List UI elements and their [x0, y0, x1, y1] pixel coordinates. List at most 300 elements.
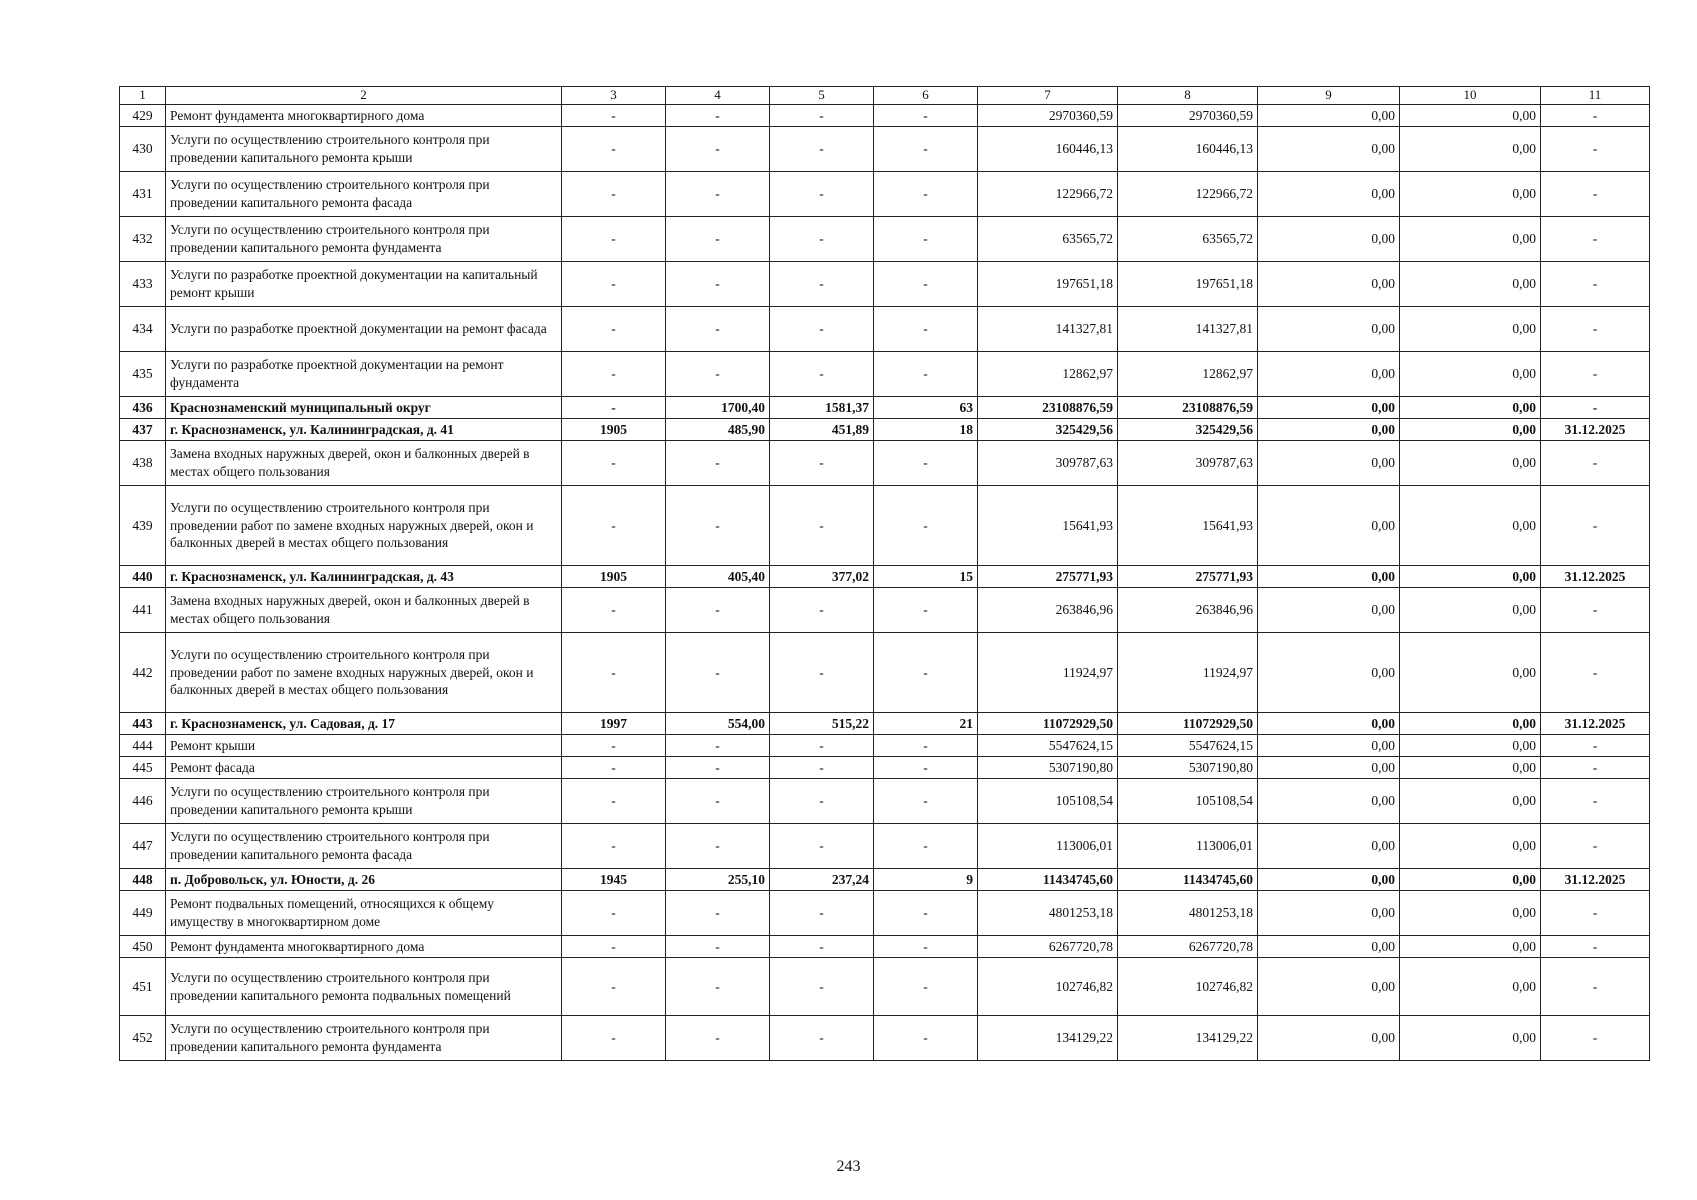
col-name: Краснознаменский муниципальный округ — [166, 397, 562, 419]
col-residents: - — [874, 824, 978, 869]
col-cost-budget: 0,00 — [1258, 127, 1400, 172]
col-num: 431 — [120, 172, 166, 217]
col-area-living: 237,24 — [770, 869, 874, 891]
col-year: - — [562, 735, 666, 757]
col-area-total: - — [666, 1016, 770, 1061]
col-deadline: 31.12.2025 — [1541, 713, 1650, 735]
col-area-total: - — [666, 891, 770, 936]
col-cost-fund: 122966,72 — [1118, 172, 1258, 217]
col-area-living: - — [770, 262, 874, 307]
data-table — [119, 86, 1650, 1061]
table-row — [120, 713, 1650, 735]
col-cost-owners: 0,00 — [1400, 172, 1541, 217]
table-row — [120, 105, 1650, 127]
col-cost-budget: 0,00 — [1258, 441, 1400, 486]
col-area-total: 485,90 — [666, 419, 770, 441]
col-area-living: 1581,37 — [770, 397, 874, 419]
col-area-total: - — [666, 105, 770, 127]
col-area-total: - — [666, 757, 770, 779]
col-area-living: - — [770, 172, 874, 217]
col-cost-fund: 102746,82 — [1118, 958, 1258, 1016]
col-residents: - — [874, 441, 978, 486]
col-cost-budget: 0,00 — [1258, 588, 1400, 633]
col-num: 452 — [120, 1016, 166, 1061]
col-cost-fund: 2970360,59 — [1118, 105, 1258, 127]
col-cost-fund: 134129,22 — [1118, 1016, 1258, 1061]
col-year: - — [562, 105, 666, 127]
col-num: 443 — [120, 713, 166, 735]
col-name: Ремонт фундамента многоквартирного дома — [166, 936, 562, 958]
col-year: - — [562, 397, 666, 419]
col-cost-total: 197651,18 — [978, 262, 1118, 307]
col-area-total: 554,00 — [666, 713, 770, 735]
col-residents: - — [874, 588, 978, 633]
col-cost-total: 102746,82 — [978, 958, 1118, 1016]
col-cost-owners: 0,00 — [1400, 824, 1541, 869]
col-num: 433 — [120, 262, 166, 307]
col-cost-owners: 0,00 — [1400, 891, 1541, 936]
col-cost-owners: 0,00 — [1400, 779, 1541, 824]
col-area-total: - — [666, 352, 770, 397]
col-residents: - — [874, 352, 978, 397]
col-num: 449 — [120, 891, 166, 936]
table-row — [120, 352, 1650, 397]
col-cost-budget: 0,00 — [1258, 105, 1400, 127]
col-deadline: - — [1541, 824, 1650, 869]
col-year: - — [562, 1016, 666, 1061]
col-name: Услуги по разработке проектной документации на ремонт фасада — [166, 307, 562, 352]
col-cost-total: 11924,97 — [978, 633, 1118, 713]
col-year: - — [562, 217, 666, 262]
col-cost-owners: 0,00 — [1400, 307, 1541, 352]
col-deadline: - — [1541, 735, 1650, 757]
col-area-living: - — [770, 307, 874, 352]
col-cost-total: 2970360,59 — [978, 105, 1118, 127]
col-area-total: - — [666, 172, 770, 217]
col-area-living: - — [770, 217, 874, 262]
col-name: п. Добровольск, ул. Юности, д. 26 — [166, 869, 562, 891]
col-cost-owners: 0,00 — [1400, 397, 1541, 419]
col-num: 442 — [120, 633, 166, 713]
col-cost-owners: 0,00 — [1400, 757, 1541, 779]
col-cost-budget: 0,00 — [1258, 633, 1400, 713]
col-cost-budget: 0,00 — [1258, 1016, 1400, 1061]
col-cost-total: 12862,97 — [978, 352, 1118, 397]
col-year: - — [562, 824, 666, 869]
col-area-total: 405,40 — [666, 566, 770, 588]
col-cost-total: 309787,63 — [978, 441, 1118, 486]
col-name: Замена входных наружных дверей, окон и балконных дверей в местах общего пользования — [166, 588, 562, 633]
col-cost-owners: 0,00 — [1400, 352, 1541, 397]
col-cost-budget: 0,00 — [1258, 217, 1400, 262]
col-cost-budget: 0,00 — [1258, 824, 1400, 869]
table-header — [120, 87, 1650, 105]
col-name: Услуги по осуществлению строительного контроля при проведении капитального ремонта фасада — [166, 824, 562, 869]
col-cost-owners: 0,00 — [1400, 419, 1541, 441]
col-name: Услуги по осуществлению строительного контроля при проведении капитального ремонта крыши — [166, 779, 562, 824]
col-name: Услуги по разработке проектной документации на капитальный ремонт крыши — [166, 262, 562, 307]
header-cell-4: 4 — [666, 87, 770, 105]
table-row — [120, 397, 1650, 419]
col-cost-owners: 0,00 — [1400, 588, 1541, 633]
col-name: Услуги по осуществлению строительного контроля при проведении капитального ремонта фасада — [166, 172, 562, 217]
col-cost-owners: 0,00 — [1400, 441, 1541, 486]
table-row — [120, 172, 1650, 217]
col-cost-fund: 15641,93 — [1118, 486, 1258, 566]
col-year: - — [562, 352, 666, 397]
col-cost-fund: 6267720,78 — [1118, 936, 1258, 958]
page-number: 243 — [836, 1158, 861, 1175]
col-cost-owners: 0,00 — [1400, 936, 1541, 958]
table-row — [120, 486, 1650, 566]
col-cost-total: 15641,93 — [978, 486, 1118, 566]
col-year: - — [562, 307, 666, 352]
col-deadline: - — [1541, 307, 1650, 352]
col-name: Замена входных наружных дверей, окон и балконных дверей в местах общего пользования — [166, 441, 562, 486]
col-area-total: 255,10 — [666, 869, 770, 891]
col-cost-total: 134129,22 — [978, 1016, 1118, 1061]
table-row — [120, 633, 1650, 713]
col-cost-owners: 0,00 — [1400, 217, 1541, 262]
col-deadline: - — [1541, 891, 1650, 936]
table-row — [120, 217, 1650, 262]
col-cost-total: 23108876,59 — [978, 397, 1118, 419]
header-cell-3: 3 — [562, 87, 666, 105]
col-deadline: - — [1541, 936, 1650, 958]
col-residents: - — [874, 1016, 978, 1061]
col-cost-budget: 0,00 — [1258, 262, 1400, 307]
col-area-living: - — [770, 757, 874, 779]
col-area-living: 377,02 — [770, 566, 874, 588]
col-deadline: - — [1541, 397, 1650, 419]
col-cost-owners: 0,00 — [1400, 566, 1541, 588]
col-area-total: 1700,40 — [666, 397, 770, 419]
col-cost-budget: 0,00 — [1258, 419, 1400, 441]
col-cost-total: 5547624,15 — [978, 735, 1118, 757]
col-num: 437 — [120, 419, 166, 441]
col-area-living: - — [770, 588, 874, 633]
table-row — [120, 869, 1650, 891]
col-area-total: - — [666, 307, 770, 352]
col-residents: - — [874, 779, 978, 824]
col-name: Ремонт подвальных помещений, относящихся к общему имуществу в многоквартирном доме — [166, 891, 562, 936]
header-cell-10: 10 — [1400, 87, 1541, 105]
col-area-total: - — [666, 735, 770, 757]
col-num: 444 — [120, 735, 166, 757]
col-deadline: - — [1541, 486, 1650, 566]
header-cell-8: 8 — [1118, 87, 1258, 105]
col-residents: - — [874, 633, 978, 713]
table-row — [120, 307, 1650, 352]
col-num: 451 — [120, 958, 166, 1016]
col-cost-budget: 0,00 — [1258, 307, 1400, 352]
col-name: Ремонт фасада — [166, 757, 562, 779]
col-residents: - — [874, 891, 978, 936]
col-name: Ремонт крыши — [166, 735, 562, 757]
col-year: - — [562, 262, 666, 307]
table-row — [120, 824, 1650, 869]
col-cost-owners: 0,00 — [1400, 633, 1541, 713]
table-row — [120, 757, 1650, 779]
col-area-total: - — [666, 217, 770, 262]
col-residents: 9 — [874, 869, 978, 891]
header-cell-5: 5 — [770, 87, 874, 105]
col-cost-total: 275771,93 — [978, 566, 1118, 588]
col-deadline: - — [1541, 1016, 1650, 1061]
col-name: Услуги по осуществлению строительного контроля при проведении работ по замене входных наружных дверей, окон и балконных дверей в местах общего пользования — [166, 633, 562, 713]
table-body — [120, 105, 1650, 1061]
col-year: 1945 — [562, 869, 666, 891]
col-area-total: - — [666, 588, 770, 633]
col-name: г. Краснознаменск, ул. Садовая, д. 17 — [166, 713, 562, 735]
col-area-living: - — [770, 127, 874, 172]
col-cost-total: 160446,13 — [978, 127, 1118, 172]
col-residents: - — [874, 735, 978, 757]
col-cost-total: 325429,56 — [978, 419, 1118, 441]
col-cost-budget: 0,00 — [1258, 352, 1400, 397]
col-num: 445 — [120, 757, 166, 779]
col-deadline: 31.12.2025 — [1541, 566, 1650, 588]
col-num: 441 — [120, 588, 166, 633]
col-residents: - — [874, 105, 978, 127]
col-num: 446 — [120, 779, 166, 824]
col-cost-total: 141327,81 — [978, 307, 1118, 352]
col-cost-owners: 0,00 — [1400, 869, 1541, 891]
col-cost-owners: 0,00 — [1400, 735, 1541, 757]
col-cost-fund: 63565,72 — [1118, 217, 1258, 262]
col-name: Услуги по осуществлению строительного контроля при проведении капитального ремонта крыши — [166, 127, 562, 172]
col-num: 436 — [120, 397, 166, 419]
col-deadline: - — [1541, 588, 1650, 633]
col-cost-total: 11072929,50 — [978, 713, 1118, 735]
col-num: 432 — [120, 217, 166, 262]
col-year: - — [562, 127, 666, 172]
header-row — [120, 87, 1650, 105]
col-deadline: - — [1541, 633, 1650, 713]
col-area-living: - — [770, 824, 874, 869]
col-area-total: - — [666, 633, 770, 713]
col-cost-total: 5307190,80 — [978, 757, 1118, 779]
header-cell-11: 11 — [1541, 87, 1650, 105]
col-area-total: - — [666, 779, 770, 824]
col-residents: - — [874, 172, 978, 217]
table-row — [120, 588, 1650, 633]
col-cost-budget: 0,00 — [1258, 757, 1400, 779]
col-cost-total: 4801253,18 — [978, 891, 1118, 936]
col-cost-fund: 5547624,15 — [1118, 735, 1258, 757]
col-cost-fund: 5307190,80 — [1118, 757, 1258, 779]
col-name: Услуги по осуществлению строительного контроля при проведении капитального ремонта фундамента — [166, 1016, 562, 1061]
table-row — [120, 262, 1650, 307]
col-num: 429 — [120, 105, 166, 127]
col-area-living: - — [770, 352, 874, 397]
col-residents: - — [874, 127, 978, 172]
col-area-living: - — [770, 441, 874, 486]
col-cost-fund: 11434745,60 — [1118, 869, 1258, 891]
header-cell-9: 9 — [1258, 87, 1400, 105]
col-cost-budget: 0,00 — [1258, 397, 1400, 419]
col-year: - — [562, 936, 666, 958]
col-cost-total: 6267720,78 — [978, 936, 1118, 958]
col-cost-fund: 23108876,59 — [1118, 397, 1258, 419]
col-cost-owners: 0,00 — [1400, 127, 1541, 172]
table-row — [120, 891, 1650, 936]
col-deadline: - — [1541, 352, 1650, 397]
col-cost-fund: 263846,96 — [1118, 588, 1258, 633]
col-cost-fund: 197651,18 — [1118, 262, 1258, 307]
table-row — [120, 936, 1650, 958]
col-cost-budget: 0,00 — [1258, 958, 1400, 1016]
col-year: - — [562, 757, 666, 779]
col-cost-owners: 0,00 — [1400, 1016, 1541, 1061]
col-year: 1997 — [562, 713, 666, 735]
col-year: - — [562, 588, 666, 633]
col-area-living: - — [770, 958, 874, 1016]
col-deadline: - — [1541, 757, 1650, 779]
col-area-total: - — [666, 486, 770, 566]
col-area-living: 451,89 — [770, 419, 874, 441]
col-deadline: - — [1541, 779, 1650, 824]
col-cost-budget: 0,00 — [1258, 936, 1400, 958]
col-deadline: 31.12.2025 — [1541, 419, 1650, 441]
col-num: 434 — [120, 307, 166, 352]
col-deadline: 31.12.2025 — [1541, 869, 1650, 891]
col-area-total: - — [666, 824, 770, 869]
table-row — [120, 419, 1650, 441]
col-cost-total: 105108,54 — [978, 779, 1118, 824]
col-cost-fund: 11072929,50 — [1118, 713, 1258, 735]
col-cost-total: 122966,72 — [978, 172, 1118, 217]
col-residents: 15 — [874, 566, 978, 588]
col-num: 430 — [120, 127, 166, 172]
col-deadline: - — [1541, 262, 1650, 307]
col-cost-total: 263846,96 — [978, 588, 1118, 633]
col-cost-fund: 113006,01 — [1118, 824, 1258, 869]
col-cost-owners: 0,00 — [1400, 486, 1541, 566]
col-cost-fund: 4801253,18 — [1118, 891, 1258, 936]
col-residents: - — [874, 486, 978, 566]
col-cost-budget: 0,00 — [1258, 486, 1400, 566]
col-residents: - — [874, 262, 978, 307]
col-area-living: - — [770, 779, 874, 824]
header-cell-6: 6 — [874, 87, 978, 105]
col-cost-fund: 275771,93 — [1118, 566, 1258, 588]
col-cost-owners: 0,00 — [1400, 958, 1541, 1016]
col-name: г. Краснознаменск, ул. Калининградская, д. 43 — [166, 566, 562, 588]
col-residents: 18 — [874, 419, 978, 441]
col-area-total: - — [666, 127, 770, 172]
col-cost-owners: 0,00 — [1400, 105, 1541, 127]
col-area-living: - — [770, 105, 874, 127]
col-cost-fund: 309787,63 — [1118, 441, 1258, 486]
col-deadline: - — [1541, 172, 1650, 217]
col-num: 450 — [120, 936, 166, 958]
col-residents: 21 — [874, 713, 978, 735]
col-name: Услуги по разработке проектной документации на ремонт фундамента — [166, 352, 562, 397]
col-area-living: 515,22 — [770, 713, 874, 735]
col-deadline: - — [1541, 127, 1650, 172]
col-cost-budget: 0,00 — [1258, 172, 1400, 217]
col-cost-owners: 0,00 — [1400, 713, 1541, 735]
col-cost-budget: 0,00 — [1258, 891, 1400, 936]
header-cell-7: 7 — [978, 87, 1118, 105]
col-year: - — [562, 441, 666, 486]
col-year: - — [562, 486, 666, 566]
col-cost-fund: 141327,81 — [1118, 307, 1258, 352]
col-name: Ремонт фундамента многоквартирного дома — [166, 105, 562, 127]
table-row — [120, 958, 1650, 1016]
col-name: Услуги по осуществлению строительного контроля при проведении работ по замене входных наружных дверей, окон и балконных дверей в местах общего пользования — [166, 486, 562, 566]
col-cost-budget: 0,00 — [1258, 779, 1400, 824]
col-cost-fund: 160446,13 — [1118, 127, 1258, 172]
col-cost-total: 113006,01 — [978, 824, 1118, 869]
col-area-total: - — [666, 936, 770, 958]
col-deadline: - — [1541, 105, 1650, 127]
table-row — [120, 441, 1650, 486]
col-area-living: - — [770, 633, 874, 713]
col-cost-fund: 105108,54 — [1118, 779, 1258, 824]
col-area-living: - — [770, 936, 874, 958]
col-name: Услуги по осуществлению строительного контроля при проведении капитального ремонта подвальных помещений — [166, 958, 562, 1016]
table-row — [120, 127, 1650, 172]
header-cell-1: 1 — [120, 87, 166, 105]
col-area-living: - — [770, 735, 874, 757]
col-deadline: - — [1541, 958, 1650, 1016]
col-residents: - — [874, 958, 978, 1016]
col-cost-budget: 0,00 — [1258, 713, 1400, 735]
col-deadline: - — [1541, 441, 1650, 486]
col-cost-budget: 0,00 — [1258, 869, 1400, 891]
col-name: Услуги по осуществлению строительного контроля при проведении капитального ремонта фундамента — [166, 217, 562, 262]
col-year: - — [562, 779, 666, 824]
col-area-living: - — [770, 486, 874, 566]
col-area-total: - — [666, 441, 770, 486]
col-cost-total: 11434745,60 — [978, 869, 1118, 891]
col-cost-total: 63565,72 — [978, 217, 1118, 262]
header-cell-2: 2 — [166, 87, 562, 105]
col-residents: - — [874, 757, 978, 779]
col-year: - — [562, 891, 666, 936]
col-num: 447 — [120, 824, 166, 869]
table-row — [120, 735, 1650, 757]
col-num: 439 — [120, 486, 166, 566]
col-area-total: - — [666, 262, 770, 307]
col-num: 435 — [120, 352, 166, 397]
col-deadline: - — [1541, 217, 1650, 262]
col-area-living: - — [770, 891, 874, 936]
col-cost-fund: 325429,56 — [1118, 419, 1258, 441]
col-year: - — [562, 958, 666, 1016]
col-cost-owners: 0,00 — [1400, 262, 1541, 307]
table-row — [120, 1016, 1650, 1061]
col-name: г. Краснознаменск, ул. Калининградская, д. 41 — [166, 419, 562, 441]
table-row — [120, 566, 1650, 588]
col-num: 440 — [120, 566, 166, 588]
table-row — [120, 779, 1650, 824]
col-cost-budget: 0,00 — [1258, 735, 1400, 757]
col-residents: - — [874, 217, 978, 262]
col-year: - — [562, 633, 666, 713]
col-cost-budget: 0,00 — [1258, 566, 1400, 588]
col-year: 1905 — [562, 419, 666, 441]
col-year: - — [562, 172, 666, 217]
col-residents: 63 — [874, 397, 978, 419]
col-cost-fund: 11924,97 — [1118, 633, 1258, 713]
col-area-total: - — [666, 958, 770, 1016]
col-num: 438 — [120, 441, 166, 486]
col-residents: - — [874, 307, 978, 352]
col-cost-fund: 12862,97 — [1118, 352, 1258, 397]
